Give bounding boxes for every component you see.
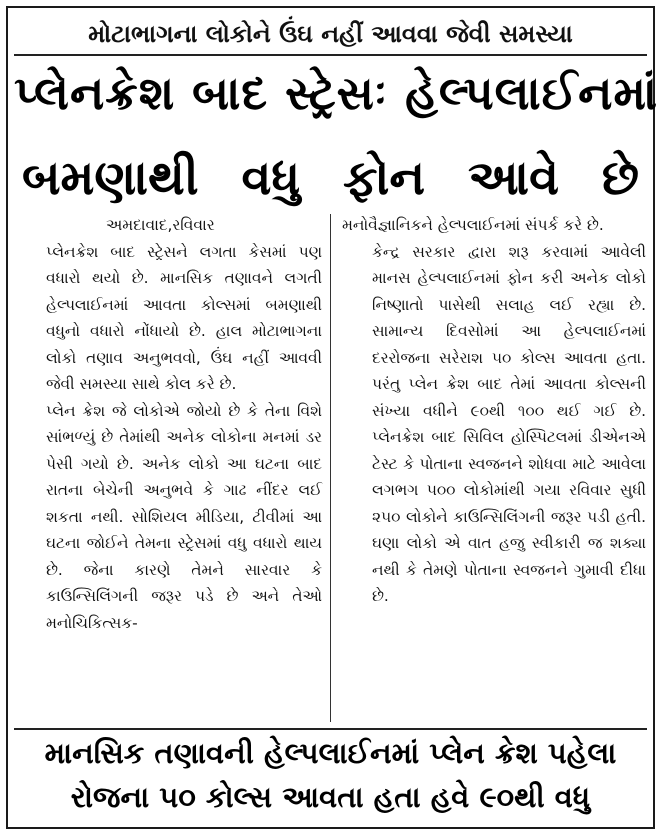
headline-word: છે <box>601 150 639 206</box>
headline-word: બમણાથી <box>22 150 199 206</box>
footer-rule <box>14 728 647 730</box>
headline-word: આવે <box>468 150 559 206</box>
article-kicker: મોટાભાગના લોકોને ઉંઘ નહીં આવવા જેવી સમસ્યા <box>14 14 647 56</box>
column-divider <box>330 214 331 722</box>
footer-headline-line-2: રોજના ૫૦ કોલ્સ આવતા હતા હવે ૯૦થી વધુ <box>70 780 591 814</box>
headline-word: વધુ <box>241 150 301 206</box>
paragraph: કેન્દ્ર સરકાર દ્વારા શરૂ કરવામાં આવેલી માનસ હેલ્પલાઈનમાં ફોન કરી અનેક લોકો નિષ્ણાતો પાસેથી સલાહ લઈ રહ્યા છે. સામાન્ય દિવસોમાં આ હેલ્પલાઈનમાં દરરોજના સરેરાશ ૫૦ કોલ્સ આવતા હતા. પરંતુ પ્લેન ક્રેશ બાદ તેમાં આવતા કોલ્સની સંખ્યા વધીને ૯૦થી ૧૦૦ થઈ ગઈ છે. પ્લેનક્રેશ બાદ સિવિલ હોસ્પિટલમાં ડીએનએ ટેસ્ટ કે પોતાના સ્વજનને શોધવા માટે આવેલા લગભગ ૫૦૦ લોકોમાંથી ગયા રવિવાર સુધી ૨૫૦ લોકોને કાઉન્સિલિંગની જરૂર પડી હતી. ઘણા લોકો એ વાત હજુ સ્વીકારી જ શક્યા નથી કે તેમણે પોતાના સ્વજનને ગુમાવી દીધા છે. <box>372 242 646 605</box>
paragraph: પ્લેન ક્રેશ જે લોકોએ જોયો છે કે તેના વિશે સાંભળ્યું છે તેમાંથી અનેક લોકોના મનમાં ડર પેસી ગયો છે. અનેક લોકો આ ઘટના બાદ રાતના બેચેની અનુભવે કે ગાઢ નીંદર લઈ શકતા નથી. સોશિયલ મીડિયા, ટીવીમાં આ ઘટના જોઈને તેમના સ્ટ્રેસમાં વધુ વધારો થાય છે. જેના કારણે તેમને સારવાર કે કાઉન્સિલિંગની જરૂર પડે છે અને તેઓ મનોચિકિત્સક- <box>46 401 322 632</box>
right-column <box>342 212 646 610</box>
paragraph: મનોવૈજ્ઞાનિકને હેલ્પલાઈનમાં સંપર્ક કરે છે. <box>342 216 604 234</box>
dateline: અમદાવાદ,રવિવાર <box>106 216 215 234</box>
paragraph: પ્લેનક્રેશ બાદ સ્ટ્રેસને લગતા કેસમાં પણ વધારો થયો છે. માનસિક તણાવને લગતી હેલ્પલાઈનમાં આવતા કોલ્સમાં બમણાથી વધુનો વધારો નોંધાયો છે. હાલ મોટાભાગના લોકો તણાવ અનુભવવો, ઉંઘ નહીં આવવી જેવી સમસ્યા સાથે કોલ કરે છે. <box>46 242 322 393</box>
left-column <box>16 212 322 636</box>
headline-word: ફોન <box>343 150 426 206</box>
headline-line-2 <box>14 150 647 207</box>
footer-headline-line-1: માનસિક તણાવની હેલ્પલાઈનમાં પ્લેન ક્રેશ પહેલા <box>44 736 617 770</box>
headline-line-1: પ્લેનક્રેશ બાદ સ્ટ્રેસઃ હેલ્પલાઈનમાં <box>14 66 659 120</box>
